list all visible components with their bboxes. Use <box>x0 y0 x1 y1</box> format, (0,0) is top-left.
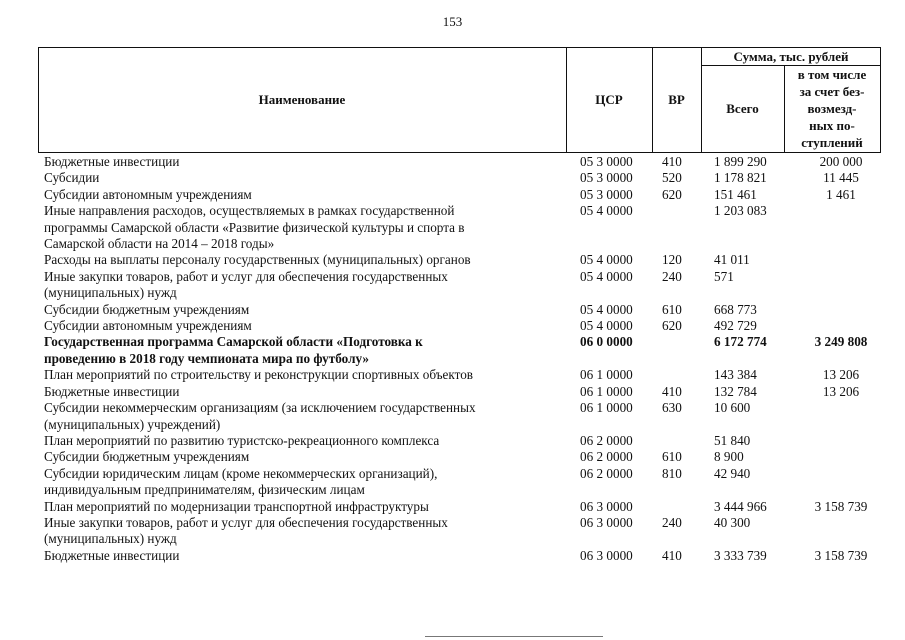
row-name <box>44 252 564 268</box>
row-name-line: Бюджетные инвестиции <box>44 154 180 169</box>
table-row <box>44 449 884 465</box>
row-name-line: Иные закупки товаров, работ и услуг для обеспечения государственных <box>44 268 448 284</box>
header-free-line: в том числе <box>797 67 867 82</box>
row-csr: 06 1 0000 <box>580 400 633 416</box>
row-name <box>44 400 564 433</box>
row-total: 6 172 774 <box>714 334 767 350</box>
row-csr: 06 2 0000 <box>580 432 633 448</box>
row-name <box>44 170 564 186</box>
row-name-line: Бюджетные инвестиции <box>44 383 180 399</box>
row-total: 3 444 966 <box>714 498 767 514</box>
row-csr: 06 3 0000 <box>580 514 633 530</box>
row-csr: 06 3 0000 <box>580 547 633 563</box>
row-vr: 240 <box>662 268 682 284</box>
header-sum-group: Сумма, тыс. рублей <box>733 49 849 64</box>
table-row <box>44 384 884 400</box>
row-vr: 410 <box>662 383 682 399</box>
header-name: Наименование <box>258 92 346 107</box>
table-row <box>44 252 884 268</box>
row-name-line: (муниципальных) нужд <box>44 285 177 301</box>
row-total: 3 333 739 <box>714 547 767 563</box>
row-name-line: (муниципальных) учреждений) <box>44 416 221 432</box>
row-vr: 610 <box>662 301 682 317</box>
row-name-line: (муниципальных) нужд <box>44 531 177 547</box>
row-name-line: Субсидии бюджетным учреждениям <box>44 449 250 465</box>
header-free-line: возмезд- <box>807 101 857 116</box>
table-row <box>44 318 884 334</box>
row-name <box>44 466 564 499</box>
table-row <box>44 433 884 449</box>
row-csr: 06 3 0000 <box>580 498 633 514</box>
row-csr: 05 4 0000 <box>580 318 633 334</box>
table-row <box>44 515 884 548</box>
row-name <box>44 548 564 564</box>
row-name <box>44 433 564 449</box>
page-number: 153 <box>442 14 463 29</box>
row-csr: 06 0 0000 <box>580 334 633 350</box>
header-csr: ЦСР <box>595 92 623 107</box>
header-bottom-rule <box>38 152 881 153</box>
row-total: 151 461 <box>714 186 757 202</box>
row-free: 3 158 739 <box>814 498 868 514</box>
row-vr: 410 <box>662 154 682 169</box>
row-name-line: План мероприятий по модернизации транспортной инфраструктуры <box>44 498 429 514</box>
row-csr: 05 3 0000 <box>580 154 633 169</box>
row-name-line: Субсидии <box>44 170 100 186</box>
header-free-line: ступлений <box>801 135 863 150</box>
row-csr: 05 4 0000 <box>580 252 633 268</box>
row-name-line: проведению в 2018 году чемпионата мира по футболу» <box>44 350 369 366</box>
row-total: 10 600 <box>714 400 751 416</box>
row-free: 200 000 <box>819 154 863 169</box>
row-name-line: Иные закупки товаров, работ и услуг для обеспечения государственных <box>44 514 448 530</box>
row-name <box>44 302 564 318</box>
row-name-line: программы Самарской области «Развитие физической культуры и спорта в <box>44 219 465 235</box>
table-row <box>44 548 884 564</box>
row-vr: 810 <box>662 465 682 481</box>
row-csr: 05 3 0000 <box>580 170 633 186</box>
row-name <box>44 367 564 383</box>
row-csr: 05 4 0000 <box>580 301 633 317</box>
row-vr: 410 <box>662 547 682 563</box>
row-total: 51 840 <box>714 432 751 448</box>
table-row <box>44 170 884 186</box>
row-name-line: Субсидии автономным учреждениям <box>44 318 252 334</box>
row-name-line: Бюджетные инвестиции <box>44 547 180 563</box>
row-name-line: План мероприятий по строительству и реконструкции спортивных объектов <box>44 367 474 383</box>
row-name <box>44 449 564 465</box>
row-total: 40 300 <box>714 514 751 530</box>
row-free: 11 445 <box>823 170 859 186</box>
row-csr: 06 1 0000 <box>580 383 633 399</box>
row-name-line: Иные направления расходов, осуществляемых в рамках государственной <box>44 203 455 219</box>
row-vr: 620 <box>662 318 682 334</box>
row-total: 668 773 <box>714 301 757 317</box>
row-free: 13 206 <box>822 367 860 383</box>
header-free-line: за счет без- <box>799 84 865 99</box>
table-row <box>44 302 884 318</box>
row-free: 1 461 <box>826 186 856 202</box>
row-name <box>44 269 564 302</box>
row-total: 492 729 <box>714 318 757 334</box>
table-row <box>44 154 884 170</box>
table-row <box>44 187 884 203</box>
table-row <box>44 269 884 302</box>
row-name-line: Государственная программа Самарской области «Подготовка к <box>44 334 423 350</box>
header-total: Всего <box>726 101 759 116</box>
row-name-line: Самарской области на 2014 – 2018 годы» <box>44 236 275 252</box>
table-row <box>44 334 884 367</box>
row-vr: 240 <box>662 514 682 530</box>
row-free: 3 249 808 <box>814 334 868 350</box>
row-csr: 05 3 0000 <box>580 186 633 202</box>
row-csr: 06 2 0000 <box>580 449 633 465</box>
row-csr: 06 1 0000 <box>580 367 633 383</box>
row-vr: 520 <box>662 170 682 186</box>
row-total: 1 178 821 <box>714 170 767 186</box>
row-csr: 05 4 0000 <box>580 268 633 284</box>
row-name-line: Субсидии некоммерческим организациям (за исключением государственных <box>44 400 476 416</box>
row-name <box>44 515 564 548</box>
row-free: 3 158 739 <box>814 547 868 563</box>
row-total: 42 940 <box>714 465 751 481</box>
header-vr: ВР <box>668 92 685 107</box>
table-row <box>44 203 884 252</box>
row-total: 143 384 <box>714 367 757 383</box>
row-total: 571 <box>714 268 734 284</box>
row-name-line: Субсидии бюджетным учреждениям <box>44 301 250 317</box>
table-body <box>44 154 884 564</box>
table-row <box>44 466 884 499</box>
row-vr: 610 <box>662 449 682 465</box>
row-total: 1 203 083 <box>714 203 767 219</box>
table-row <box>44 499 884 515</box>
table-row <box>44 400 884 433</box>
header-free-line: ных по- <box>809 118 855 133</box>
row-total: 132 784 <box>714 383 757 399</box>
row-csr: 06 2 0000 <box>580 465 633 481</box>
row-name <box>44 203 564 252</box>
row-name-line: Субсидии автономным учреждениям <box>44 186 252 202</box>
row-name-line: Расходы на выплаты персоналу государственных (муниципальных) органов <box>44 252 471 268</box>
row-csr: 05 4 0000 <box>580 203 633 219</box>
row-vr: 120 <box>662 252 682 268</box>
row-name <box>44 334 564 367</box>
row-total: 41 011 <box>714 252 750 268</box>
row-total: 8 900 <box>714 449 744 465</box>
row-name-line: Субсидии юридическим лицам (кроме некоммерческих организаций), <box>44 465 438 481</box>
row-name-line: План мероприятий по развитию туристско-рекреационного комплекса <box>44 432 440 448</box>
row-name <box>44 154 564 170</box>
row-name <box>44 499 564 515</box>
row-name <box>44 187 564 203</box>
row-name <box>44 384 564 400</box>
row-name-line: индивидуальным предпринимателям, физическим лицам <box>44 482 365 498</box>
row-vr: 620 <box>662 186 682 202</box>
row-total: 1 899 290 <box>714 154 767 169</box>
table-row <box>44 367 884 383</box>
row-vr: 630 <box>662 400 682 416</box>
footer-rule <box>425 636 603 637</box>
row-name <box>44 318 564 334</box>
row-free: 13 206 <box>822 383 860 399</box>
table-header <box>38 47 881 153</box>
header-free <box>784 66 880 151</box>
